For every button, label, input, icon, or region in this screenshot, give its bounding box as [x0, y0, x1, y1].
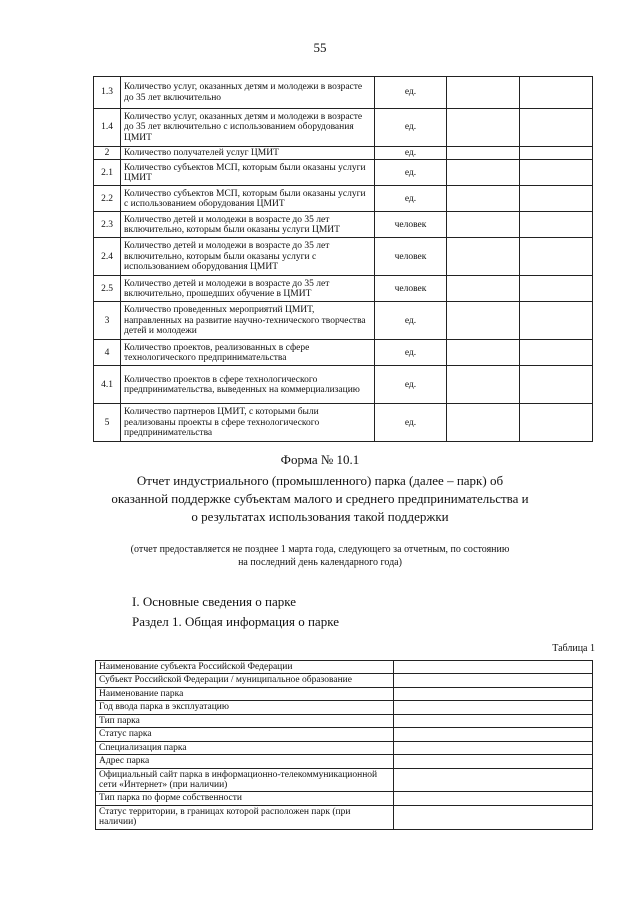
row-value-cell — [520, 77, 593, 109]
row-indicator: Количество услуг, оказанных детям и молодежи в возрасте до 35 лет включительно с использованием оборудования ЦМИТ — [121, 109, 375, 147]
park-field-label: Статус парка — [96, 728, 394, 741]
row-unit: человек — [375, 238, 447, 276]
row-number: 2.5 — [94, 276, 121, 302]
row-indicator: Количество субъектов МСП, которым были оказаны услуги с использованием оборудования ЦМИТ — [121, 186, 375, 212]
park-field-label: Специализация парка — [96, 741, 394, 754]
row-unit: ед. — [375, 147, 447, 160]
park-field-value — [394, 674, 593, 687]
park-field-label: Тип парка по форме собственности — [96, 792, 394, 805]
row-number: 1.3 — [94, 77, 121, 109]
park-field-value — [394, 701, 593, 714]
row-value-cell — [447, 186, 520, 212]
form-title: Форма № 10.1 — [280, 452, 360, 467]
row-indicator: Количество детей и молодежи в возрасте до 35 лет включительно, прошедших обучение в ЦМИТ — [121, 276, 375, 302]
park-field-value — [394, 755, 593, 768]
row-indicator: Количество партнеров ЦМИТ, с которыми были реализованы проекты в сфере технологического предпринимательства — [121, 404, 375, 442]
row-value-cell — [447, 366, 520, 404]
table-row — [96, 755, 593, 768]
row-indicator: Количество детей и молодежи в возрасте до 35 лет включительно, которым были оказаны услуги с использованием оборудования ЦМИТ — [121, 238, 375, 276]
section-heading: I. Основные сведения о парке — [132, 594, 296, 609]
table-row — [96, 728, 593, 741]
park-field-label: Официальный сайт парка в информационно-телекоммуникационной сети «Интернет» (при наличии) — [96, 768, 394, 792]
table-row — [96, 674, 593, 687]
park-field-label: Тип парка — [96, 714, 394, 727]
table-row — [94, 160, 593, 186]
row-number: 3 — [94, 302, 121, 340]
park-field-value — [394, 661, 593, 674]
row-value-cell — [447, 147, 520, 160]
row-indicator: Количество проведенных мероприятий ЦМИТ, направленных на развитие научно-технического творчества детей и молодежи — [121, 302, 375, 340]
row-unit: человек — [375, 276, 447, 302]
table-label: Таблица 1 — [552, 643, 595, 654]
row-indicator: Количество детей и молодежи в возрасте до 35 лет включительно, которым были оказаны услуги ЦМИТ — [121, 212, 375, 238]
table-row — [94, 238, 593, 276]
row-unit: ед. — [375, 186, 447, 212]
table-row — [96, 661, 593, 674]
row-value-cell — [520, 212, 593, 238]
row-indicator: Количество проектов в сфере технологического предпринимательства, выведенных на коммерциализацию — [121, 366, 375, 404]
table-row — [94, 77, 593, 109]
table-row — [94, 147, 593, 160]
park-field-value — [394, 792, 593, 805]
table-row — [96, 687, 593, 700]
park-field-value — [394, 687, 593, 700]
row-unit: ед. — [375, 302, 447, 340]
row-value-cell — [447, 77, 520, 109]
table-row — [96, 768, 593, 792]
row-number: 2.3 — [94, 212, 121, 238]
row-number: 2.2 — [94, 186, 121, 212]
row-value-cell — [447, 340, 520, 366]
subsection-heading: Раздел 1. Общая информация о парке — [132, 614, 339, 629]
row-value-cell — [520, 238, 593, 276]
table-row — [94, 109, 593, 147]
page-number: 55 — [313, 40, 327, 55]
row-value-cell — [520, 186, 593, 212]
table-row — [94, 340, 593, 366]
report-title: Отчет индустриального (промышленного) парка (далее – парк) об оказанной поддержке субъектам малого и среднего предпринимательства и о результатах использования такой поддержки — [111, 473, 529, 524]
row-value-cell — [447, 404, 520, 442]
row-number: 2.4 — [94, 238, 121, 276]
row-value-cell — [447, 276, 520, 302]
row-value-cell — [520, 302, 593, 340]
row-value-cell — [447, 109, 520, 147]
row-number: 5 — [94, 404, 121, 442]
row-value-cell — [447, 160, 520, 186]
park-field-label: Наименование субъекта Российской Федерации — [96, 661, 394, 674]
park-field-value — [394, 741, 593, 754]
table-row — [96, 792, 593, 805]
row-number: 2 — [94, 147, 121, 160]
row-value-cell — [520, 366, 593, 404]
park-field-value — [394, 728, 593, 741]
row-value-cell — [447, 238, 520, 276]
table-row — [94, 276, 593, 302]
row-number: 4 — [94, 340, 121, 366]
park-field-label: Наименование парка — [96, 687, 394, 700]
table-row — [94, 404, 593, 442]
table-row — [94, 212, 593, 238]
row-value-cell — [447, 302, 520, 340]
row-unit: ед. — [375, 404, 447, 442]
park-field-label: Год ввода парка в эксплуатацию — [96, 701, 394, 714]
park-field-value — [394, 714, 593, 727]
report-note: (отчет предоставляется не позднее 1 марта года, следующего за отчетным, по состоянию на последний день календарного года) — [130, 544, 510, 568]
row-number: 2.1 — [94, 160, 121, 186]
park-info-table — [95, 660, 593, 830]
row-unit: человек — [375, 212, 447, 238]
row-value-cell — [520, 404, 593, 442]
row-value-cell — [520, 109, 593, 147]
park-field-value — [394, 805, 593, 829]
park-field-value — [394, 768, 593, 792]
table-row — [94, 302, 593, 340]
row-indicator: Количество субъектов МСП, которым были оказаны услуги ЦМИТ — [121, 160, 375, 186]
row-value-cell — [447, 212, 520, 238]
row-unit: ед. — [375, 160, 447, 186]
table-row — [96, 714, 593, 727]
row-indicator: Количество услуг, оказанных детям и молодежи в возрасте до 35 лет включительно — [121, 77, 375, 109]
row-value-cell — [520, 340, 593, 366]
table-row — [94, 186, 593, 212]
row-value-cell — [520, 276, 593, 302]
table-row — [96, 741, 593, 754]
indicators-table — [93, 76, 593, 442]
table-row — [94, 366, 593, 404]
row-unit: ед. — [375, 77, 447, 109]
row-number: 4.1 — [94, 366, 121, 404]
row-unit: ед. — [375, 109, 447, 147]
park-field-label: Субъект Российской Федерации / муниципальное образование — [96, 674, 394, 687]
table-row — [96, 701, 593, 714]
row-unit: ед. — [375, 366, 447, 404]
table-row — [96, 805, 593, 829]
row-number: 1.4 — [94, 109, 121, 147]
park-field-label: Адрес парка — [96, 755, 394, 768]
row-value-cell — [520, 160, 593, 186]
row-indicator: Количество получателей услуг ЦМИТ — [121, 147, 375, 160]
row-value-cell — [520, 147, 593, 160]
row-unit: ед. — [375, 340, 447, 366]
park-field-label: Статус территории, в границах которой расположен парк (при наличии) — [96, 805, 394, 829]
row-indicator: Количество проектов, реализованных в сфере технологического предпринимательства — [121, 340, 375, 366]
